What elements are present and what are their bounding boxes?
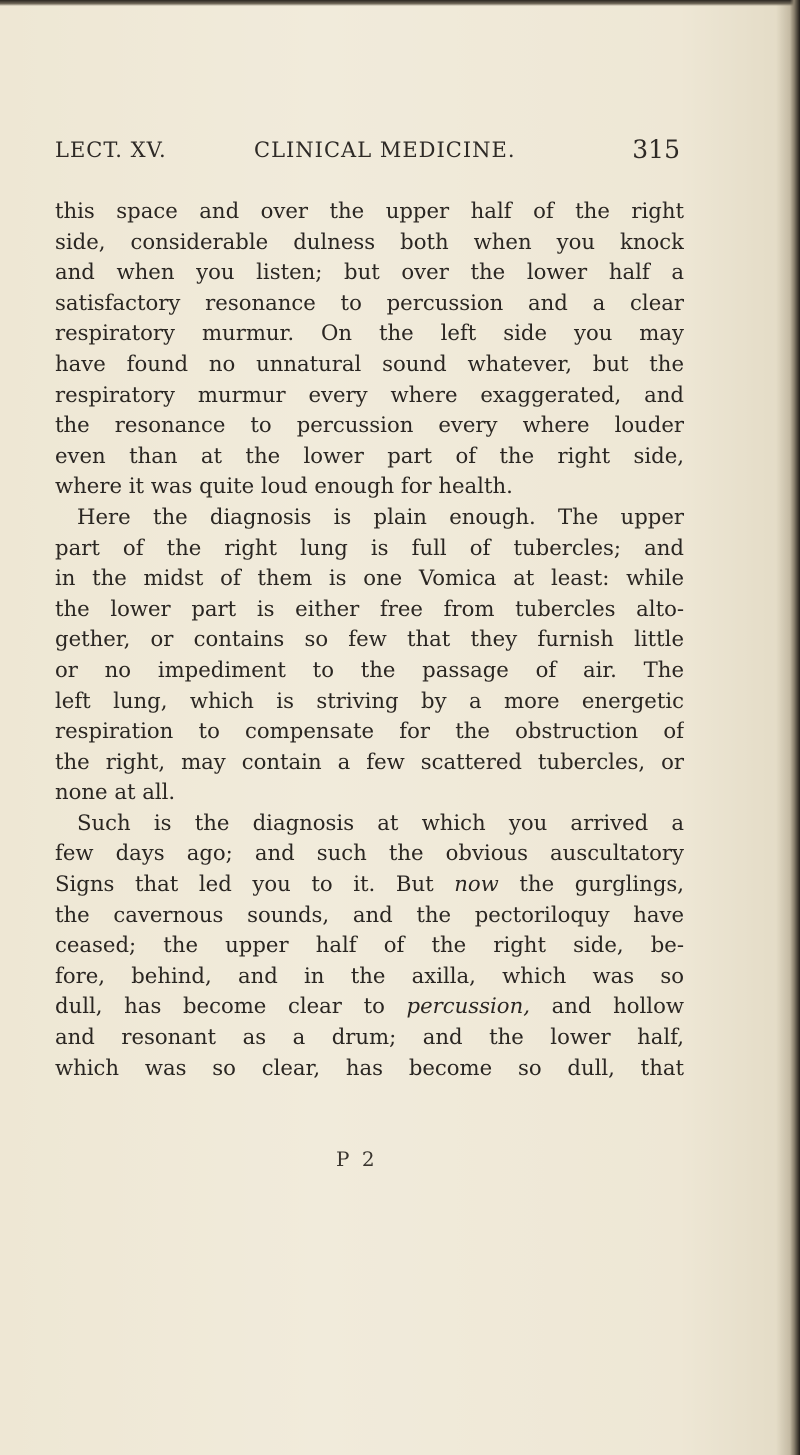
text-line: the lower part is either free from tubercles alto- [55,595,684,621]
text-line: have found no unnatural sound whatever, but the [55,350,684,376]
text-line: few days ago; and such the obvious auscultatory [55,840,684,866]
text-line: this space and over the upper half of the right [55,198,684,223]
signature-mark: P 2 [336,1147,378,1171]
text-line: the resonance to percussion every where louder [55,412,684,438]
text-line: or no impediment to the passage of air. The [55,656,684,682]
text-line-mixed [55,991,684,1022]
running-head-lecture: LECT. XV. [55,138,167,162]
text-line: respiratory murmur every where exaggerated, and [55,381,684,407]
text-line: where it was quite loud enough for health. [55,473,513,499]
text-line: gether, or contains so few that they furnish little [55,626,684,652]
text-line: in the midst of them is one Vomica at least: while [55,565,684,591]
text-line: part of the right lung is full of tubercles; and [55,534,684,560]
running-head [55,135,680,172]
text-line: fore, behind, and in the axilla, which was so [55,962,684,988]
page-gutter-shadow [790,0,800,1455]
text-line-mixed [55,869,684,900]
text-run: and hollow [551,993,684,1019]
text-line: side, considerable dulness both when you knock [55,228,684,254]
italic-emphasis: now [454,871,499,897]
text-line: left lung, which is striving by a more energetic [55,687,684,713]
text-line: ceased; the upper half of the right side, be- [55,932,684,958]
text-line: respiration to compensate for the obstruction of [55,718,684,744]
text-line: respiratory murmur. On the left side you may [55,320,684,346]
page-number: 315 [632,135,680,164]
text-run: the gurglings, [519,871,684,897]
text-line: the right, may contain a few scattered tubercles, or [55,748,684,774]
italic-emphasis: percussion, [406,993,530,1019]
text-line: even than at the lower part of the right side, [55,442,684,468]
body-text [55,196,684,1083]
text-run: dull, has become clear to [55,993,385,1019]
running-head-title: CLINICAL MEDICINE. [254,138,516,162]
text-line: which was so clear, has become so dull, that [55,1054,684,1080]
text-line: the cavernous sounds, and the pectoriloquy have [55,901,684,927]
text-line: and when you listen; but over the lower half a [55,259,684,285]
text-line: none at all. [55,779,176,805]
text-line: satisfactory resonance to percussion and a clear [55,289,684,315]
text-run: Signs that led you to it. But [55,871,434,897]
text-line: Such is the diagnosis at which you arrived a [77,809,684,835]
text-line: Here the diagnosis is plain enough. The upper [77,503,684,529]
page-top-edge [0,0,800,6]
text-line: and resonant as a drum; and the lower half, [55,1024,684,1050]
